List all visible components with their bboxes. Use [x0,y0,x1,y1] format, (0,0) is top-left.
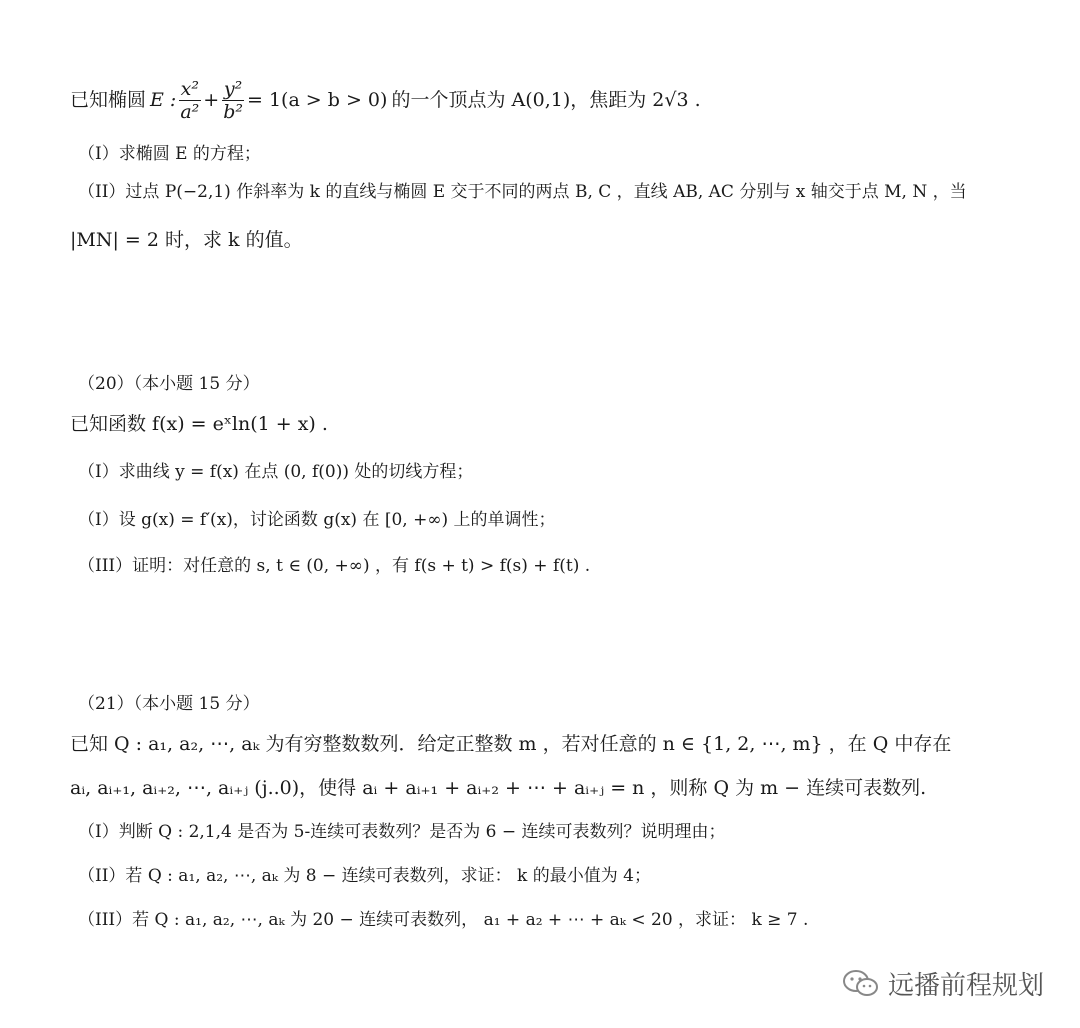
q19-eq-left: E : [150,89,177,111]
q20-part2: （I）设 g(x) = f′(x)，讨论函数 g(x) 在 [0, +∞) 上的单调性； [78,510,556,530]
q19-frac-y-num: y² [223,77,243,100]
q19-part2-line2: |MN| = 2 时，求 k 的值。 [70,229,303,251]
q19-frac-x-num: x² [180,77,199,100]
q19-intro-pre: 已知椭圆 [70,89,147,111]
watermark [842,965,1044,1002]
q19-plus: + [203,89,220,111]
q21-intro-line1: 已知 Q : a₁, a₂, ⋯, aₖ 为有穷整数数列．给定正整数 m ，若对任意的 n ∈ {1, 2, ⋯, m} ，在 Q 中存在 [70,733,952,755]
q21-part3: （III）若 Q : a₁, a₂, ⋯, aₖ 为 20 − 连续可表数列， a₁ + a₂ + ⋯ + aₖ < 20 ，求证： k ≥ 7 . [78,910,809,930]
q21-part1: （I）判断 Q : 2,1,4 是否为 5-连续可表数列？是否为 6 − 连续可表数列？说明理由； [78,822,726,842]
q19-frac-x-den: a² [180,100,200,123]
q19-frac-y-den: b² [223,100,243,123]
wechat-icon [842,969,880,999]
q20-intro: 已知函数 f(x) = eˣln(1 + x) . [70,413,328,435]
q19-intro-post: 的一个顶点为 A(0,1)，焦距为 2√3 . [391,89,701,111]
q19-part1: （I）求椭圆 E 的方程； [78,144,261,164]
q21-intro-line2: aᵢ, aᵢ₊₁, aᵢ₊₂, ⋯, aᵢ₊ⱼ (j..0)，使得 aᵢ + aᵢ₊₁ + aᵢ₊₂ + ⋯ + aᵢ₊ⱼ = n ，则称 Q 为 m − 连续可表数列. [70,777,927,799]
q20-part3: （III）证明：对任意的 s, t ∈ (0, +∞) ，有 f(s + t) > f(s) + f(t) . [78,556,591,576]
q19-eq-right: = 1(a > b > 0) [246,89,388,111]
q21-part2: （II）若 Q : a₁, a₂, ⋯, aₖ 为 8 − 连续可表数列，求证： k 的最小值为 4； [78,866,651,886]
q21-header: （21）（本小题 15 分） [78,694,260,714]
q20-part1: （I）求曲线 y = f(x) 在点 (0, f(0)) 处的切线方程； [78,462,474,482]
q19-frac-x [178,78,201,123]
watermark-text: 远播前程规划 [887,971,1044,1001]
q19-part2-line1: （II）过点 P(−2,1) 作斜率为 k 的直线与椭圆 E 交于不同的两点 B, C ，直线 AB, AC 分别与 x 轴交于点 M, N ，当 [78,182,967,202]
q19-frac-y [221,78,245,123]
q19-intro [70,76,1040,124]
q20-header: （20）（本小题 15 分） [78,374,260,394]
